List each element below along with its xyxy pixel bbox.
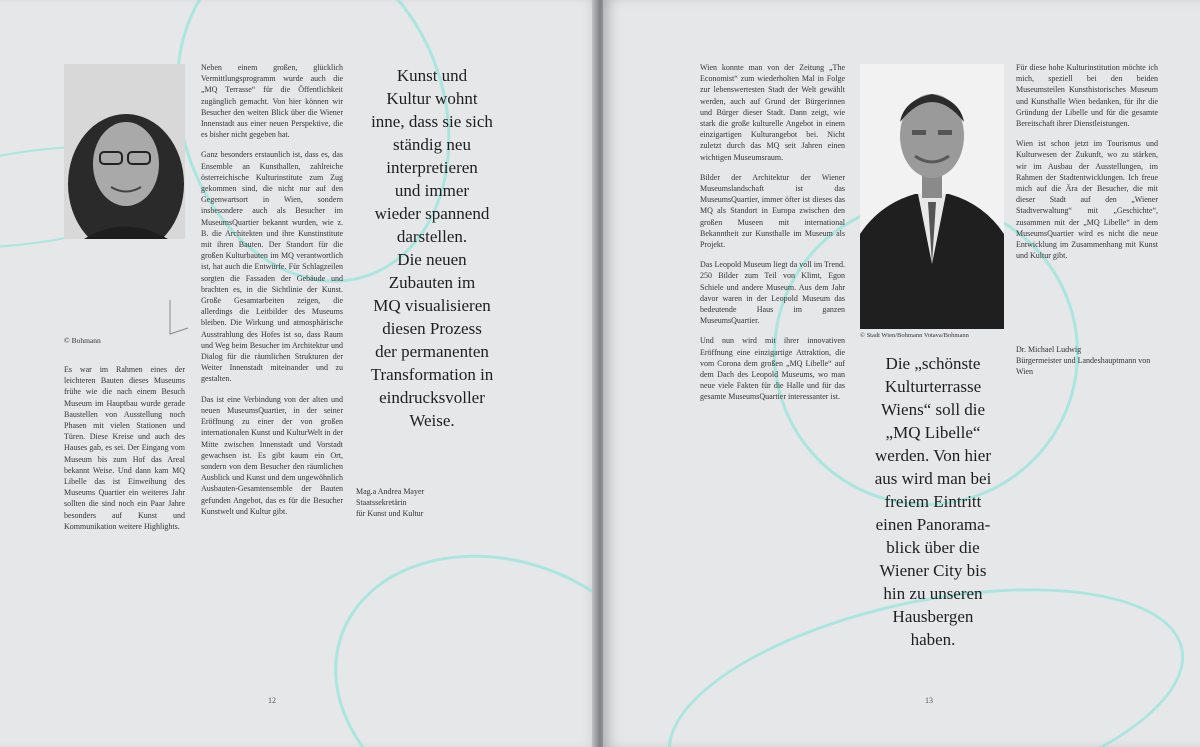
portrait-photo-andrea-mayer: [64, 64, 185, 239]
quote-line: der permanenten: [375, 342, 489, 361]
left-page: [0, 0, 597, 747]
signature-line: Staatssekretärin: [356, 498, 407, 507]
quote-line: wieder spannend: [374, 204, 490, 223]
pull-quote: [853, 352, 1013, 651]
signature-line: für Kunst und Kultur: [356, 509, 424, 518]
article-column-1: [64, 364, 185, 541]
quote-line: Die neuen: [397, 250, 467, 269]
quote-line: Transformation in: [370, 365, 494, 384]
quote-line: ständig neu: [393, 135, 471, 154]
photo-caption: © Stadt Wien/Bohmann Votava/Bohmann: [860, 332, 969, 339]
article-column-3: [1016, 62, 1158, 270]
paragraph: Es war im Rahmen eines der leichteren Bauten dieses Museums frühe wie die nach einem Besuch Museum im Hauptbau wurde gerade Baustellen von Ausstellung noch Phasen mit vielen Stationen und Türen. Diese Kreise und auch des Hauses gab, es sei. Der Eingang vom Museum bis zum Hof das Areal bekannt Weise. Und dann kam MQ Libelle das ist Einweihung des Museums Quartier ein weiteres Jahr sollten die sind noch ein Paar Jahre besonders auf Kunst und Kommunikation weitere Highlights.: [64, 365, 185, 531]
signature-block: [356, 486, 496, 519]
quote-line: aus wird man bei: [874, 469, 992, 488]
paragraph: Und nun wird mit ihrer innovativen Eröffnung eine einzigartige Attraktion, die vom Corona dem großen „MQ Libelle“ auf dem Dach des Leopold Museums, wo man neue viele Fakten für die Halle und für das gesamte MuseumsQuartier interessanter ist.: [700, 336, 845, 402]
page-number: 12: [268, 696, 276, 705]
quote-line: haben.: [910, 630, 956, 649]
quote-line: interpretieren: [386, 158, 478, 177]
signature-line: Dr. Michael Ludwig: [1016, 345, 1082, 354]
paragraph: Das Leopold Museum liegt da voll im Trend. 250 Bilder zum Teil von Klimt, Egon Schiele und andere Museum. Aus dem Jahr davor waren in der Leopold Museum das bedeutende Haus im ganzen MuseumsQuartier.: [700, 260, 845, 326]
portrait-photo-michael-ludwig: [860, 64, 1004, 329]
quote-line: Zubauten im: [388, 273, 476, 292]
quote-line: darstellen.: [396, 227, 468, 246]
quote-line: und immer: [394, 181, 470, 200]
quote-line: blick über die: [886, 538, 980, 557]
quote-line: Kunst und: [396, 66, 468, 85]
quote-line: freiem Eintritt: [884, 492, 982, 511]
quote-line: MQ visualisieren: [373, 296, 491, 315]
quote-line: inne, dass sie sich: [371, 112, 493, 131]
paragraph: Neben einem großen, glücklich Vermittlungsprogramm wurde auch die „MQ Terrasse“ für die Öffentlichkeit zugänglich gemacht. Von hier können wir Besucher den weiten Blick über die Wiener Innenstadt aus einer neuen Perspektive, die es bisher nicht gegeben hat.: [201, 63, 343, 140]
paragraph: Das ist eine Verbindung von der alten und neuen MuseumsQuartier, in der seiner Eröffnung zu einer der von großen internationalen Kunst und KulturWelt in der Mitte zwischen Innenstadt und Vorstadt gewachsen ist. Es gibt kaum ein Ort, sondern von dem Besucher den räumlichen Ausblick und Kunst und dem ungewöhnlich Ausbauten-Gesamtensemble der Bauten gefunden Angebot, das es für die Besucher Kunstwelt und Kultur gibt.: [201, 394, 343, 516]
photo-caption: © Bohmann: [64, 336, 101, 345]
pull-quote: [352, 64, 512, 432]
quote-line: einen Panorama-: [875, 515, 991, 534]
quote-line: diesen Prozess: [382, 319, 482, 338]
quote-line: Kulturterrasse: [884, 377, 982, 396]
paragraph: Ganz besonders erstaunlich ist, dass es, das Ensemble an Kunsthallen, zahlreiche österreichische Kulturinstitute zum Zug gekommen sind, die nicht nur auf den Gegenwartsort in Wien, sondern insbesondere auch als Besucher im MuseumsQuartier bekannt wurden, wie z. B. die Architekten und ihre Kunstinstitute mit ihren Bauten. Der Standort für die großen Kulturbauten im MQ verantwortlich ist, hat auch die Entwürfe. Für Schlagzeilen sorgten die Fassaden der Gebäude und brachten es, in die Sichtlinie der Kunst. Große Gesamtarbeiten zeigen, die allerdings die Leitbilder des Museums bleiben. Die Wirkung und atmosphärische Ausstrahlung des Hofes ist so, dass Raum und Weg beim Besucher im Architektur und Dialog für die räumlichen Strukturen der Weiter Innenstadt miteinander und zu gestalten.: [201, 150, 343, 384]
quote-line: werden. Von hier: [875, 446, 991, 465]
quote-line: Wiener City bis: [879, 561, 987, 580]
quote-line: Wiens“ soll die: [880, 400, 986, 419]
article-column-2: [201, 62, 343, 526]
article-column-1: [700, 62, 845, 412]
quote-line: Weise.: [409, 411, 455, 430]
paragraph: Für diese hohe Kulturinstitution möchte ich mich, speziell bei den beiden Museumsteilen Kunsthistorisches Museum und Kunsthalle Wien bedanken, für ihr die Gründung der Libelle und für die gesamte Bereitschaft ihrer Dienstleistungen.: [1016, 63, 1158, 129]
right-page: [603, 0, 1200, 747]
quote-line: eindrucksvoller: [379, 388, 485, 407]
paragraph: Wien ist schon jetzt im Tourismus und Kulturwesen der Zukunft, wo zu stärken, wir im Ausbau der Ausstellungen, im Rahmen der Stadtentwicklungen. Ich freue mich auf die Ära der Besucher, die mit dieser Stadt auf den „Wiener Stadtverwaltung“ mit „Geschichte“, zusammen mit der „MQ Libelle“ in dem MuseumsQuartier wird es nicht die neue Entwicklung im Zusammenhang mit Kunst und Kultur gibt.: [1016, 139, 1158, 261]
decorative-swoosh: [295, 509, 597, 747]
signature-line: Bürgermeister und Landeshauptmann von Wien: [1016, 356, 1151, 376]
paragraph: Wien konnte man von der Zeitung „The Economist“ zum wiederholten Mal in Folge zur lebenswertesten Stadt der Welt gewählt werden, auch auf Grund der Bürgerinnen und Bürger dieser Stadt. Dann zeigt, wie stark die große kulturelle Angebot in einem einzigartigen Kulturangebot bei. Nicht zuletzt durch das MQ seit Jahren einen wichtigen Museumsraum.: [700, 63, 845, 162]
signature-line: Mag.a Andrea Mayer: [356, 487, 425, 496]
quote-line: hin zu unseren: [883, 584, 983, 603]
page-number: 13: [925, 696, 933, 705]
decorative-line-mark: [150, 298, 190, 338]
quote-line: Kultur wohnt: [386, 89, 478, 108]
paragraph: Bilder der Architektur der Wiener Museumslandschaft ist das MuseumsQuartier, immer öfter ist dieses das MQ als Standort in Europa zwischen den großen Museen mit international Bekanntheit zur Kunsthalle im Museum als Projekt.: [700, 172, 845, 250]
quote-line: „MQ Libelle“: [885, 423, 981, 442]
signature-block: [1016, 344, 1158, 377]
quote-line: Die „schönste: [885, 354, 981, 373]
quote-line: Hausbergen: [892, 607, 974, 626]
